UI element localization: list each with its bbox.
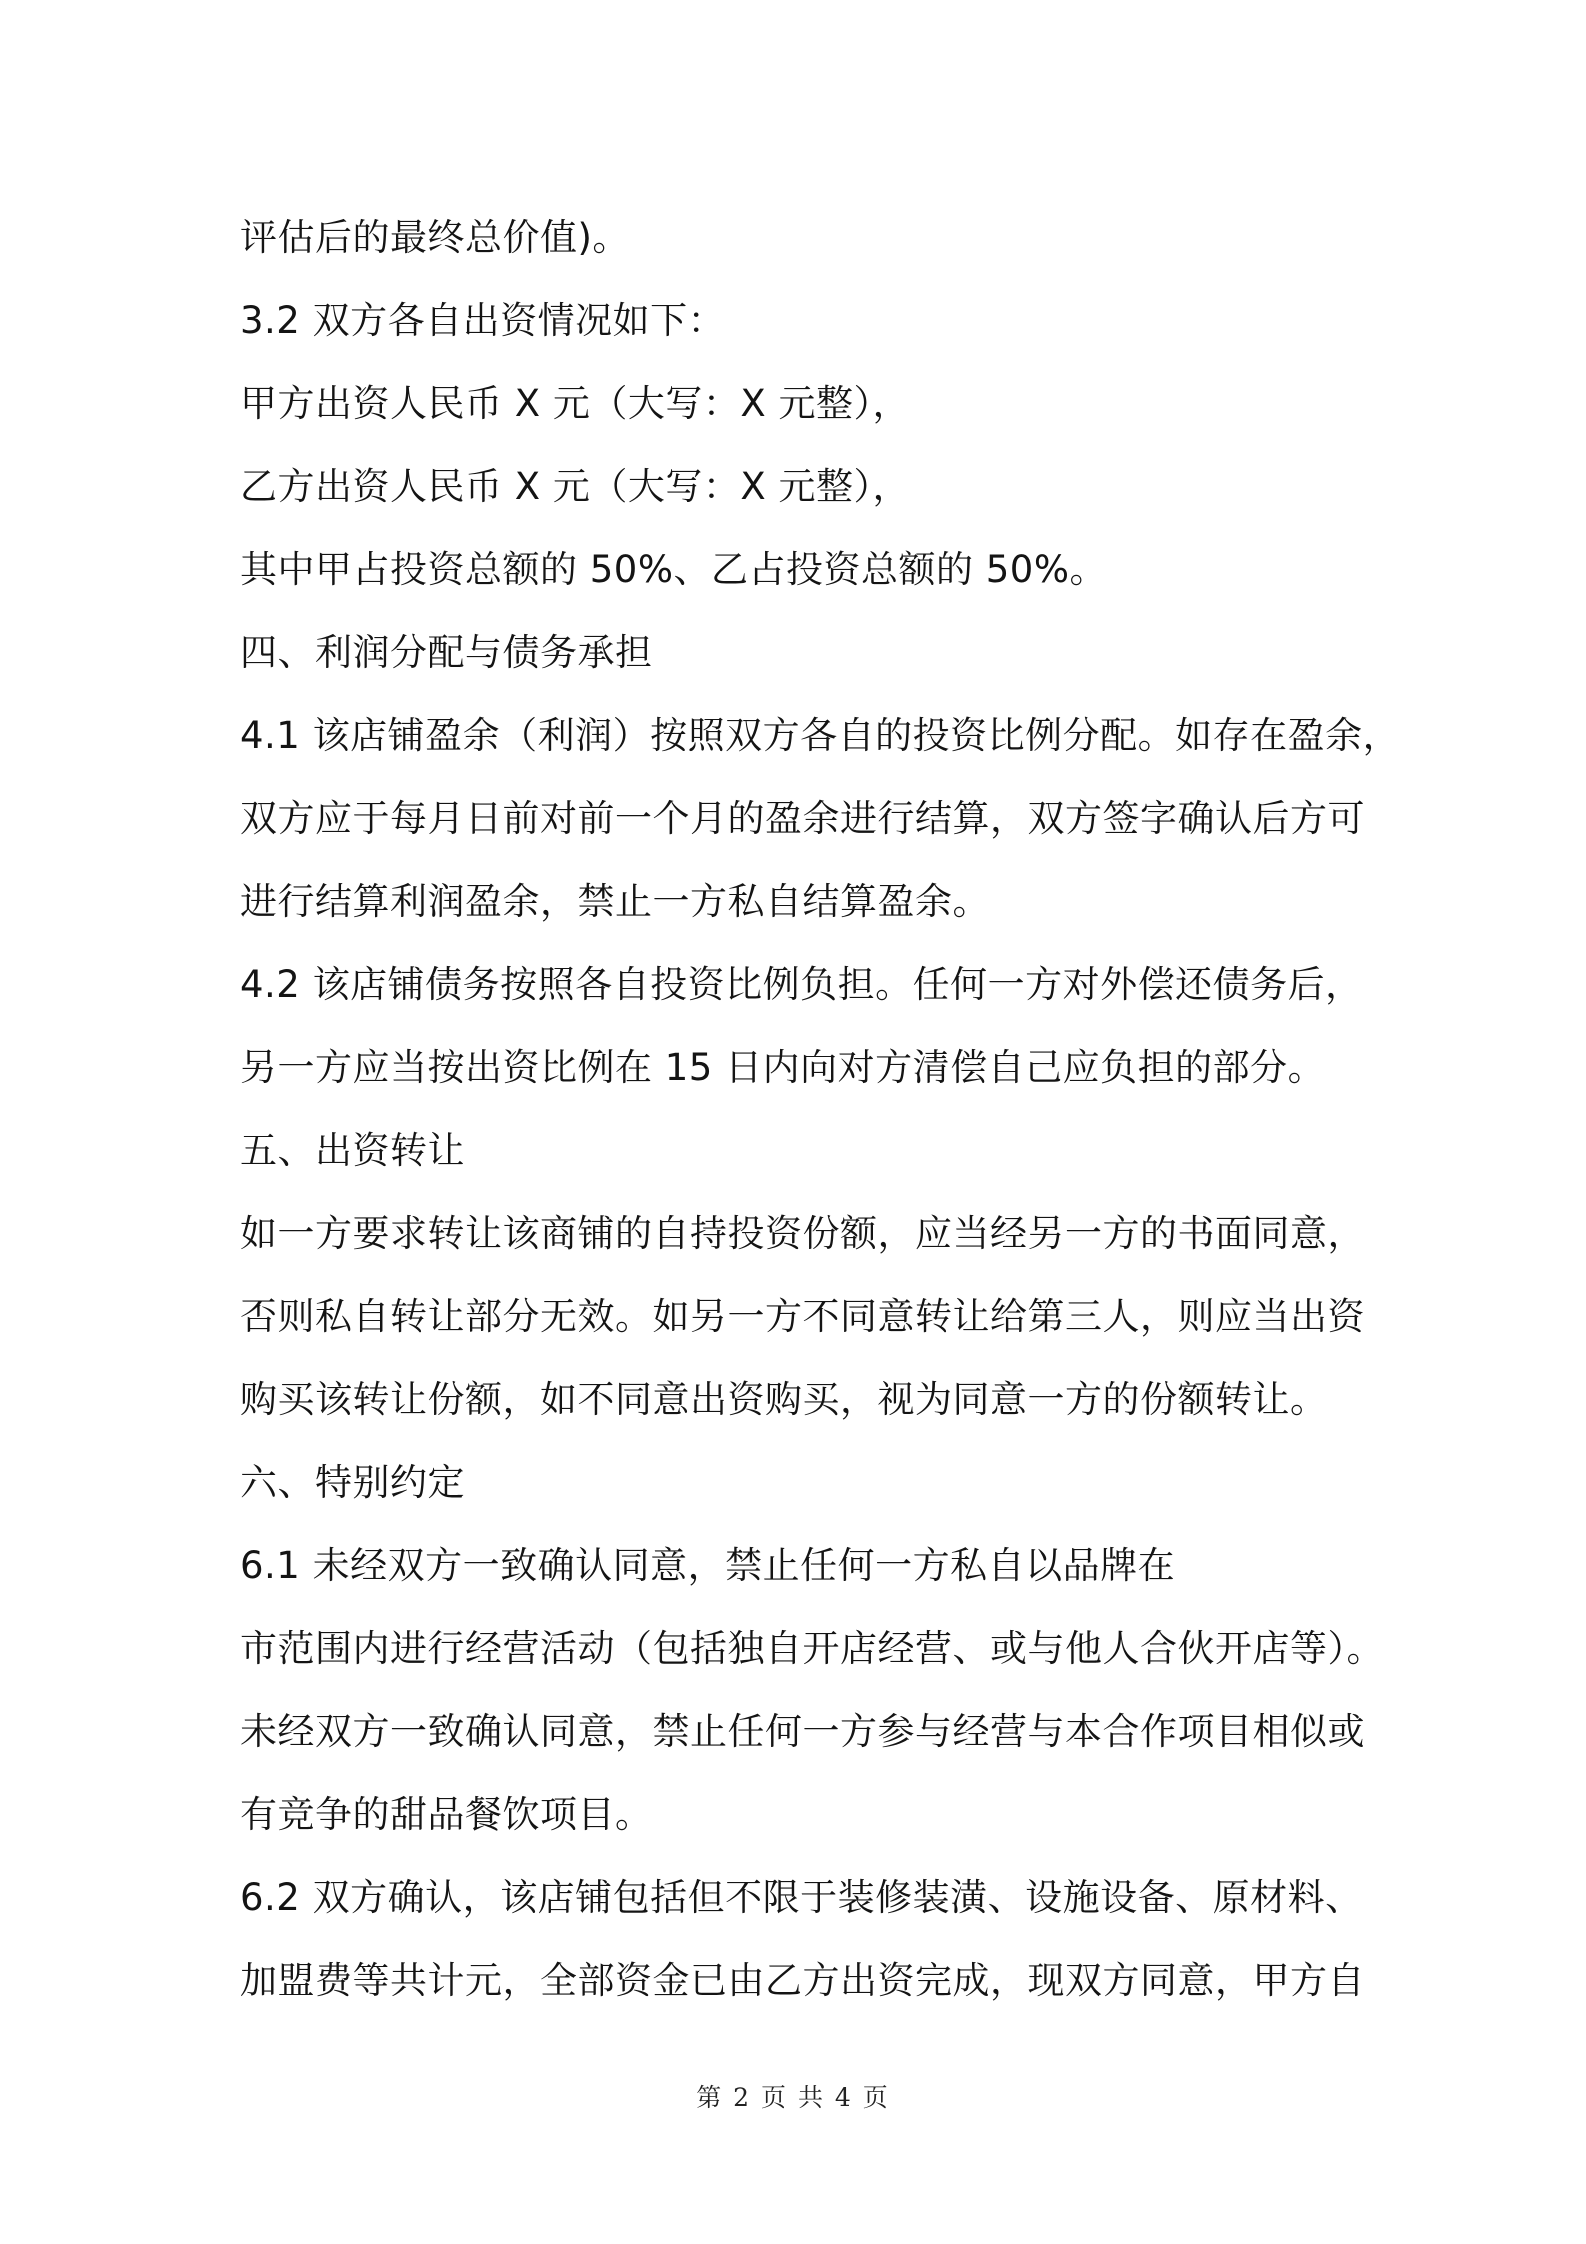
text-line: 乙方出资人民币 X 元（大写：X 元整）， xyxy=(240,465,910,508)
text-line: 甲方出资人民币 X 元（大写：X 元整）， xyxy=(240,382,910,425)
text-line: 双方应于每月日前对前一个月的盈余进行结算，双方签字确认后方可 xyxy=(240,797,1365,840)
text-line: 其中甲占投资总额的 50%、乙占投资总额的 50%。 xyxy=(240,548,1107,591)
text-line: 加盟费等共计元，全部资金已由乙方出资完成，现双方同意，甲方自 xyxy=(240,1959,1365,2002)
text-line: 市范围内进行经营活动（包括独自开店经营、或与他人合伙开店等）。 xyxy=(240,1627,1384,1670)
document-body xyxy=(240,196,1401,2022)
text-line: 评估后的最终总价值)。 xyxy=(240,216,630,259)
section-heading: 四、利润分配与债务承担 xyxy=(240,631,653,674)
text-line: 购买该转让份额，如不同意出资购买，视为同意一方的份额转让。 xyxy=(240,1378,1328,1421)
text-line: 如一方要求转让该商铺的自持投资份额，应当经另一方的书面同意， xyxy=(240,1212,1365,1255)
text-line: 另一方应当按出资比例在 15 日内向对方清偿自己应负担的部分。 xyxy=(240,1046,1326,1089)
text-line: 进行结算利润盈余，禁止一方私自结算盈余。 xyxy=(240,880,990,923)
text-line: 否则私自转让部分无效。如另一方不同意转让给第三人，则应当出资 xyxy=(240,1295,1365,1338)
section-heading: 五、出资转让 xyxy=(240,1129,465,1172)
clause-heading: 3.2 双方各自出资情况如下： xyxy=(240,299,726,342)
text-line: 6.1 未经双方一致确认同意，禁止任何一方私自以品牌在 xyxy=(240,1544,1176,1587)
page-footer: 第 2 页 共 4 页 xyxy=(696,2083,890,2112)
text-line: 4.1 该店铺盈余（利润）按照双方各自的投资比例分配。如存在盈余， xyxy=(240,714,1401,757)
section-heading: 六、特别约定 xyxy=(240,1461,465,1504)
text-line: 4.2 该店铺债务按照各自投资比例负担。任何一方对外偿还债务后， xyxy=(240,963,1363,1006)
text-line: 未经双方一致确认同意，禁止任何一方参与经营与本合作项目相似或 xyxy=(240,1710,1365,1753)
text-line: 6.2 双方确认，该店铺包括但不限于装修装潢、设施设备、原材料、 xyxy=(240,1876,1363,1919)
text-line: 有竞争的甜品餐饮项目。 xyxy=(240,1793,653,1836)
